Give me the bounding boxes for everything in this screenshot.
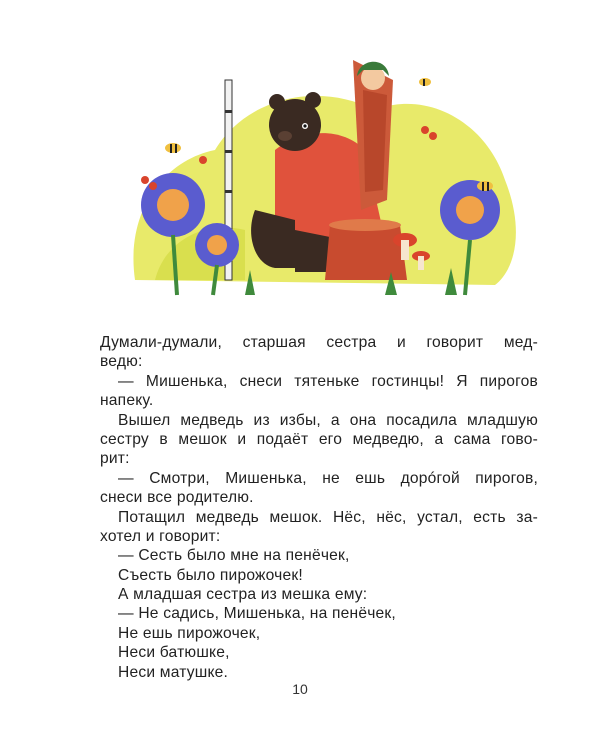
text-line: снеси все родителю. xyxy=(100,489,254,507)
text-line: Не ешь пирожочек, xyxy=(118,624,261,642)
text-line: хотел и говорит: xyxy=(100,527,221,545)
page-number: 10 xyxy=(292,681,308,697)
text-line: напеку. xyxy=(100,392,154,410)
text-line: Съесть было пирожочек! xyxy=(118,566,303,584)
text-line: — Мишенька, снеси тятеньке гостинцы! Я пирогов xyxy=(118,372,538,390)
bee-icon xyxy=(477,181,493,191)
text-line: сестру в мешок и подаёт его медведю, а сама гово- xyxy=(100,430,538,448)
bear-and-girl-illustration xyxy=(125,40,525,300)
text-line: Потащил медведь мешок. Нёс, нёс, устал, есть за- xyxy=(118,508,538,526)
text-line: ведю: xyxy=(100,353,143,371)
text-line: Вышел медведь из избы, а она посадила младшую xyxy=(118,411,538,429)
illustration xyxy=(125,40,525,300)
story-text xyxy=(100,333,538,682)
text-line: рит: xyxy=(100,450,130,468)
bee-icon xyxy=(165,143,181,153)
text-line: А младшая сестра из мешка ему: xyxy=(118,586,368,604)
text-line: — Сесть было мне на пенёчек, xyxy=(118,547,350,565)
text-line: — Не садись, Мишенька, на пенёчек, xyxy=(118,605,396,623)
text-line: Думали-думали, старшая сестра и говорит мед- xyxy=(100,334,538,351)
text-line: Неси матушке. xyxy=(118,663,229,681)
bee-icon xyxy=(419,78,431,86)
text-line: — Смотри, Мишенька, не ешь дорóгой пирогов, xyxy=(118,469,538,487)
text-line: Неси батюшке, xyxy=(118,644,230,662)
